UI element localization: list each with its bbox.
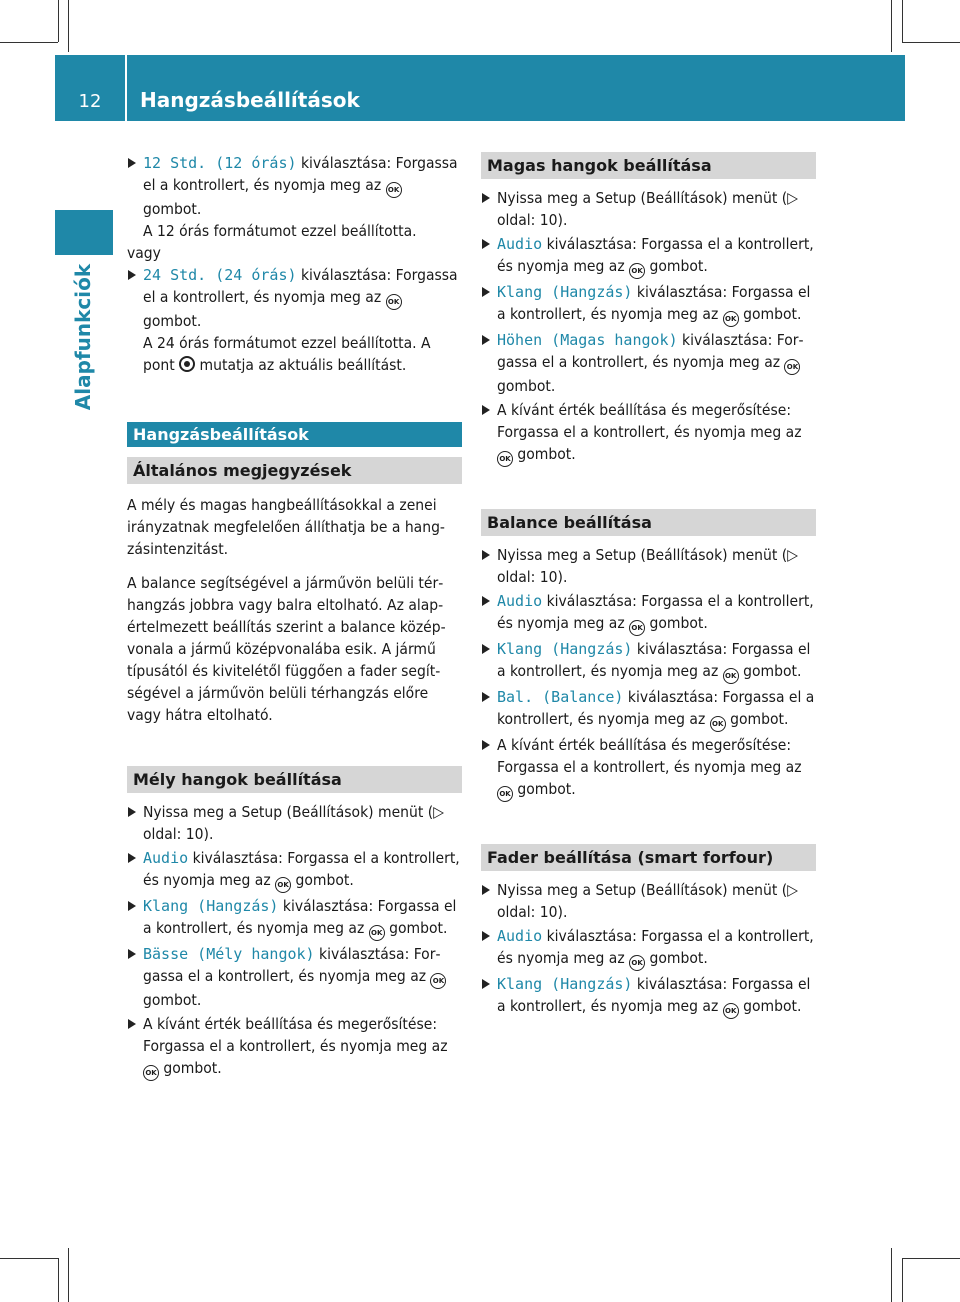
ok-button-icon: OK (629, 955, 645, 971)
result-text: A 24 órás formátumot ezzel beállította. A pont mutatja az aktuális beállítást. (143, 334, 431, 374)
menu-code: Klang (Hangzás) (497, 640, 633, 658)
crop-mark (0, 1258, 58, 1259)
page-ref-arrow-icon: ▷ (787, 189, 798, 207)
list-item: Nyissa meg a Setup (Beállítások) menüt (▷ oldal: 10). (481, 544, 816, 588)
ok-button-icon: OK (275, 877, 291, 893)
ok-button-icon: OK (497, 451, 513, 467)
menu-code: Bässe (Mély hangok) (143, 945, 315, 963)
menu-code: Audio (143, 849, 189, 867)
ok-button-icon: OK (629, 263, 645, 279)
crop-mark (902, 42, 960, 43)
list-item: Audio kiválasztása: Forgassa el a kontrollert, és nyomja meg az OK gombot. (481, 925, 816, 971)
subsection-title: Fader beállítása (smart forfour) (481, 844, 816, 871)
list-item: 24 Std. (24 órás) kiválasztása: Forgassa el a kontrollert, és nyomja meg az OK gombot. (127, 264, 462, 332)
ok-button-icon: OK (369, 925, 385, 941)
menu-code: Klang (Hangzás) (497, 975, 633, 993)
menu-code: Audio (497, 235, 543, 253)
subsection-title: Általános megjegyzések (127, 457, 462, 484)
crop-mark (902, 1258, 903, 1302)
subsection-title: Balance beállítása (481, 509, 816, 536)
subsection-title: Magas hangok beállítása (481, 152, 816, 179)
page-title: Hangzásbeállítások (140, 88, 360, 112)
ok-button-icon: OK (497, 786, 513, 802)
result-text: A 12 órás formátumot ezzel beállította. (143, 222, 417, 240)
list-item: A kívánt érték beállítása és megerősítése: Forgassa el a kontrollert, és nyomja meg az OK gombot. (481, 399, 816, 467)
list-item: Höhen (Magas hangok) kiválasztása: Forgassa el a kontrollert, és nyomja meg az OK gombot. (481, 329, 816, 397)
header-divider (125, 55, 127, 121)
menu-code: Bal. (Balance) (497, 688, 624, 706)
body-paragraph: A mély és magas hangbeállításokkal a zenei irányzatnak megfelelően állíthatja be a hangzásintenzitást. (127, 496, 445, 558)
crop-mark (68, 1248, 69, 1302)
page-header (55, 55, 905, 121)
list-item: Klang (Hangzás) kiválasztása: Forgassa el a kontrollert, és nyomja meg az OK gombot. (481, 281, 816, 327)
ok-button-icon: OK (710, 716, 726, 732)
side-tab-label: Alapfunkciók (71, 263, 95, 411)
menu-code: 12 Std. (12 órás) (143, 154, 297, 172)
crop-mark (58, 1258, 59, 1302)
list-item: Nyissa meg a Setup (Beállítások) menüt (▷ oldal: 10). (481, 187, 816, 231)
list-item: A kívánt érték beállítása és megerősítése: Forgassa el a kontrollert, és nyomja meg az OK gombot. (127, 1013, 462, 1081)
ok-button-icon: OK (723, 668, 739, 684)
or-text: vagy (127, 244, 161, 262)
ok-button-icon: OK (430, 973, 446, 989)
menu-code: Audio (497, 927, 543, 945)
side-tab-marker (55, 210, 113, 255)
ok-button-icon: OK (723, 311, 739, 327)
list-item: Audio kiválasztása: Forgassa el a kontrollert, és nyomja meg az OK gombot. (481, 590, 816, 636)
crop-mark (0, 42, 58, 43)
ok-button-icon: OK (784, 359, 800, 375)
menu-code: Klang (Hangzás) (497, 283, 633, 301)
section-title: Hangzásbeállítások (127, 422, 462, 447)
list-item: Nyissa meg a Setup (Beállítások) menüt (▷ oldal: 10). (127, 801, 462, 845)
crop-mark (58, 0, 59, 42)
menu-code: 24 Std. (24 órás) (143, 266, 297, 284)
menu-code: Audio (497, 592, 543, 610)
page-ref-arrow-icon: ▷ (433, 803, 444, 821)
list-item: Bal. (Balance) kiválasztása: Forgassa el a kontrollert, és nyomja meg az OK gombot. (481, 686, 816, 732)
menu-code: Höhen (Magas hangok) (497, 331, 678, 349)
ok-button-icon: OK (723, 1003, 739, 1019)
page-ref-arrow-icon: ▷ (787, 881, 798, 899)
crop-mark (891, 1248, 892, 1302)
crop-mark (902, 0, 903, 42)
left-column (127, 152, 462, 1081)
crop-mark (891, 0, 892, 52)
list-item: Klang (Hangzás) kiválasztása: Forgassa el a kontrollert, és nyomja meg az OK gombot. (481, 973, 816, 1019)
subsection-title: Mély hangok beállítása (127, 766, 462, 793)
list-item: Klang (Hangzás) kiválasztása: Forgassa el a kontrollert, és nyomja meg az OK gombot. (481, 638, 816, 684)
ok-button-icon: OK (629, 620, 645, 636)
selection-dot-icon (179, 356, 195, 372)
crop-mark (68, 0, 69, 52)
ok-button-icon: OK (143, 1065, 159, 1081)
page-ref-arrow-icon: ▷ (787, 546, 798, 564)
list-item: Bässe (Mély hangok) kiválasztása: Forgassa el a kontrollert, és nyomja meg az OK gombot. (127, 943, 462, 1011)
list-item: Audio kiválasztása: Forgassa el a kontrollert, és nyomja meg az OK gombot. (481, 233, 816, 279)
list-item: Klang (Hangzás) kiválasztása: Forgassa el a kontrollert, és nyomja meg az OK gombot. (127, 895, 462, 941)
crop-mark (902, 1258, 960, 1259)
ok-button-icon: OK (386, 294, 402, 310)
menu-code: Klang (Hangzás) (143, 897, 279, 915)
body-paragraph: A balance segítségével a járművön belüli térhangzás jobbra vagy balra eltolható. Az alapértelmezett beállítás szerint a balance középvonala a jármű középvonalába esik. A jármű típusától és kivitelétől függően a fader segítségével a járművön belüli térhangzás előre vagy hátra eltolható. (127, 574, 446, 724)
page-number: 12 (78, 91, 102, 112)
list-item: Nyissa meg a Setup (Beállítások) menüt (▷ oldal: 10). (481, 879, 816, 923)
list-item: A kívánt érték beállítása és megerősítése: Forgassa el a kontrollert, és nyomja meg az OK gombot. (481, 734, 816, 802)
ok-button-icon: OK (386, 182, 402, 198)
right-column (481, 152, 816, 1019)
list-item: Audio kiválasztása: Forgassa el a kontrollert, és nyomja meg az OK gombot. (127, 847, 462, 893)
list-item: 12 Std. (12 órás) kiválasztása: Forgassa el a kontrollert, és nyomja meg az OK gombot. (127, 152, 462, 220)
